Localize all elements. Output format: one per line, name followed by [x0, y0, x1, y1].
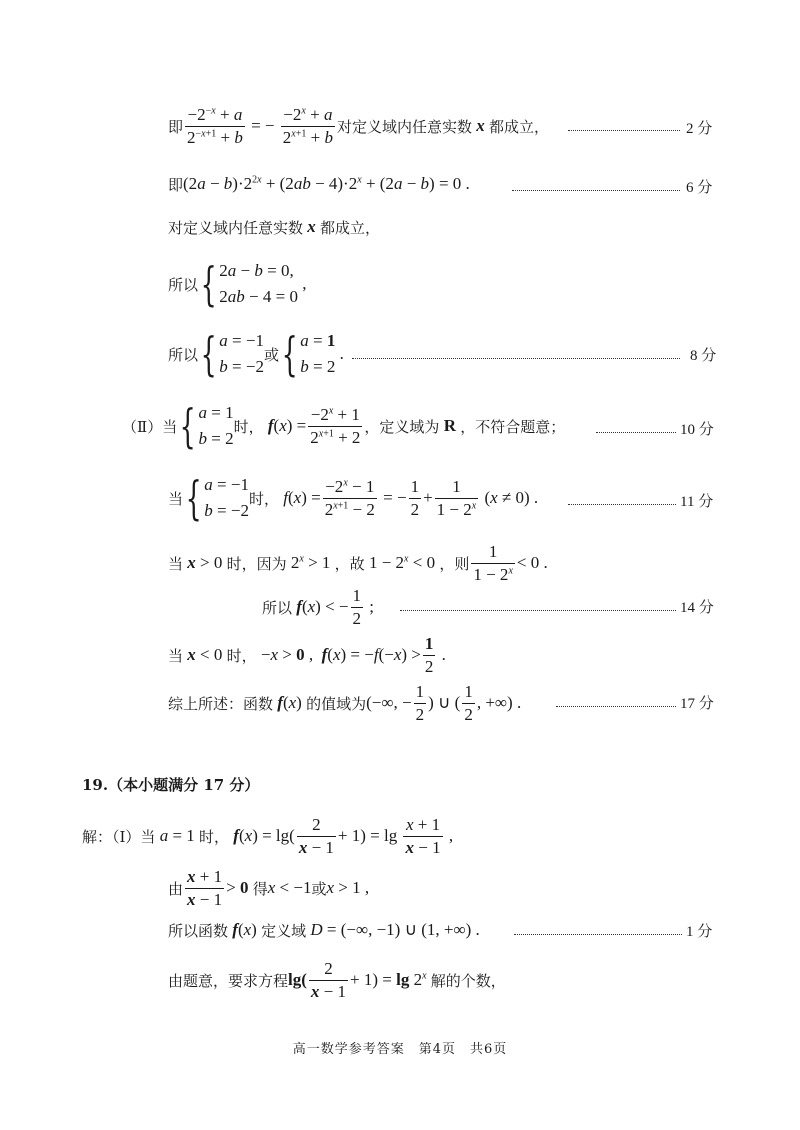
- text: 对定义域内任意实数: [168, 218, 304, 237]
- fraction: $\frac{1}{1 - 2^x}$: [473, 541, 513, 584]
- dot-leader: [568, 130, 680, 131]
- score: 2 分: [686, 121, 713, 137]
- fraction: $\frac{x + 1}{x - 1}$: [405, 814, 441, 857]
- fraction: $\frac{x + 1}{x - 1}$: [187, 866, 223, 909]
- text: 时，: [226, 646, 257, 665]
- page-footer: 高一数学参考答案 第4页 共6页: [292, 1042, 508, 1057]
- text: 都成立，: [320, 218, 381, 237]
- fraction: $\frac{1}{2}$: [410, 476, 420, 519]
- text: 或: [311, 879, 327, 898]
- step-line-1: 即 $\frac{-2^{-x} + a}{2^{-x+1} + b}$ = − $\frac{-2^x + a}{2^{x+1} + b}$ 对定义域内任意实数 x 都成立，: [168, 104, 549, 147]
- text: 当: [168, 646, 184, 665]
- text: 所以: [262, 598, 293, 617]
- step-line-4: 所以 { 2a − b = 0, 2ab − 4 = 0 ,: [168, 257, 307, 311]
- fraction: $\frac{1}{2}$: [464, 681, 473, 724]
- fraction: $\frac{-2^x + a}{2^{x+1} + b}$: [282, 104, 333, 147]
- dot-leader: [352, 358, 680, 359]
- text: 由: [168, 879, 184, 898]
- step-line-10: 当 x < 0 时， −x > 0 , f(x) = −f(−x) > $\frac{1}{2}$ .: [168, 633, 446, 676]
- text: 所以: [168, 345, 199, 364]
- step-line-11: 综上所述：函数 f(x) 的值域为 (−∞, − $\frac{1}{2}$ ) ∪ ( $\frac{1}{2}$ , +∞) .: [168, 681, 522, 724]
- solution-line-1: 解：（Ⅰ）当 a = 1 时， f(x) = lg( $\frac{2}{x - 1}$ + 1) = lg $\frac{x + 1}{x - 1}$ ,: [82, 814, 454, 857]
- text: 即: [168, 117, 184, 136]
- text: 对定义域内任意实数: [336, 117, 472, 136]
- text: 解：（Ⅰ）当: [82, 827, 156, 846]
- score: 11 分: [680, 494, 714, 510]
- solution-line-3: 所以函数 f(x) 定义域 D = (−∞, −1) ∪ (1, +∞) .: [168, 920, 480, 940]
- solution-line-2: 由 $\frac{x + 1}{x - 1}$ > 0 得 x < −1 或 x > 1 ,: [168, 866, 370, 909]
- text: ，定义域为: [364, 417, 440, 436]
- text: 由题意，要求方程: [168, 971, 289, 990]
- step-line-6: （Ⅱ）当 { a = 1 b = 2 时， f(x) = $\frac{-2^x + 1}{2^{x+1} + 2}$ ，定义域为 R ，不符合题意；: [122, 399, 566, 453]
- text: 当: [168, 554, 184, 573]
- step-line-3: 对定义域内任意实数 x 都成立，: [168, 217, 381, 237]
- score: 10 分: [680, 422, 714, 438]
- fraction: $\frac{1}{2}$: [424, 633, 434, 676]
- score: 17 分: [680, 696, 714, 712]
- score: 1 分: [686, 924, 713, 940]
- dot-leader: [596, 432, 676, 433]
- dot-leader: [514, 934, 682, 935]
- text: ，不符合题意；: [460, 417, 566, 436]
- text: ，故: [334, 554, 365, 573]
- text: ，则: [439, 554, 470, 573]
- step-line-9: 所以 f(x) < − $\frac{1}{2}$ ;: [262, 585, 374, 628]
- step-line-8: 当 x > 0 时，因为 $2^x > 1$ ，故 $1 - 2^x < 0$ ，则 $\frac{1}{1 - 2^x}$ < 0 .: [168, 541, 548, 584]
- fraction: $\frac{2}{x - 1}$: [298, 814, 334, 857]
- fraction: $\frac{-2^x + 1}{2^{x+1} + 2}$: [310, 404, 361, 447]
- score: 8 分: [690, 348, 717, 364]
- text: 当: [168, 489, 184, 508]
- text: 的值域为: [306, 694, 367, 713]
- text: 时，: [199, 827, 230, 846]
- fraction: $\frac{-2^x - 1}{2^{x+1} - 2}$: [324, 476, 375, 519]
- fraction: $\frac{1}{2}$: [415, 681, 425, 724]
- dot-leader: [556, 706, 676, 707]
- text: 解的个数，: [430, 971, 506, 990]
- text: 时，: [248, 489, 279, 508]
- fraction: $\frac{2}{x - 1}$: [310, 958, 346, 1001]
- step-line-2: 即 $(2a - b)\cdot 2^{2x} + (2ab - 4)\cdot 2^x + (2a - b) = 0$ .: [168, 174, 470, 194]
- text: 定义域: [261, 921, 307, 940]
- fraction: $\frac{1}{1 - 2^x}$: [436, 476, 477, 519]
- text: 即: [168, 175, 184, 194]
- dot-leader: [400, 610, 676, 611]
- text: （Ⅱ）当: [122, 417, 178, 436]
- score: 14 分: [680, 600, 714, 616]
- text: 时，: [233, 417, 264, 436]
- text: 所以: [168, 275, 199, 294]
- text: 时，因为: [226, 554, 287, 573]
- text: 所以函数: [168, 921, 229, 940]
- score: 6 分: [686, 180, 713, 196]
- fraction: $\frac{-2^{-x} + a}{2^{-x+1} + b}$: [187, 104, 243, 147]
- text: 都成立，: [488, 117, 549, 136]
- solution-line-4: 由题意，要求方程 lg( $\frac{2}{x - 1}$ + 1) = lg 2$^x$ 解的个数，: [168, 958, 506, 1001]
- step-line-5: 所以 { a = −1 b = −2 或 { a = 1 b = 2 .: [168, 327, 344, 381]
- text: 综上所述：函数: [168, 694, 274, 713]
- fraction: $\frac{1}{2}$: [352, 585, 361, 628]
- text: 得: [252, 879, 268, 898]
- text: 或: [263, 345, 279, 364]
- step-line-7: 当 { a = −1 b = −2 时， f(x) = $\frac{-2^x - 1}{2^{x+1} - 2}$ = − $\frac{1}{2}$ + $\frac{1}{1 - 2^x}$ (x ≠ 0) .: [168, 471, 539, 525]
- question-19-title: 19.（本小题满分 17 分）: [82, 775, 260, 794]
- dot-leader: [568, 504, 676, 505]
- dot-leader: [512, 190, 680, 191]
